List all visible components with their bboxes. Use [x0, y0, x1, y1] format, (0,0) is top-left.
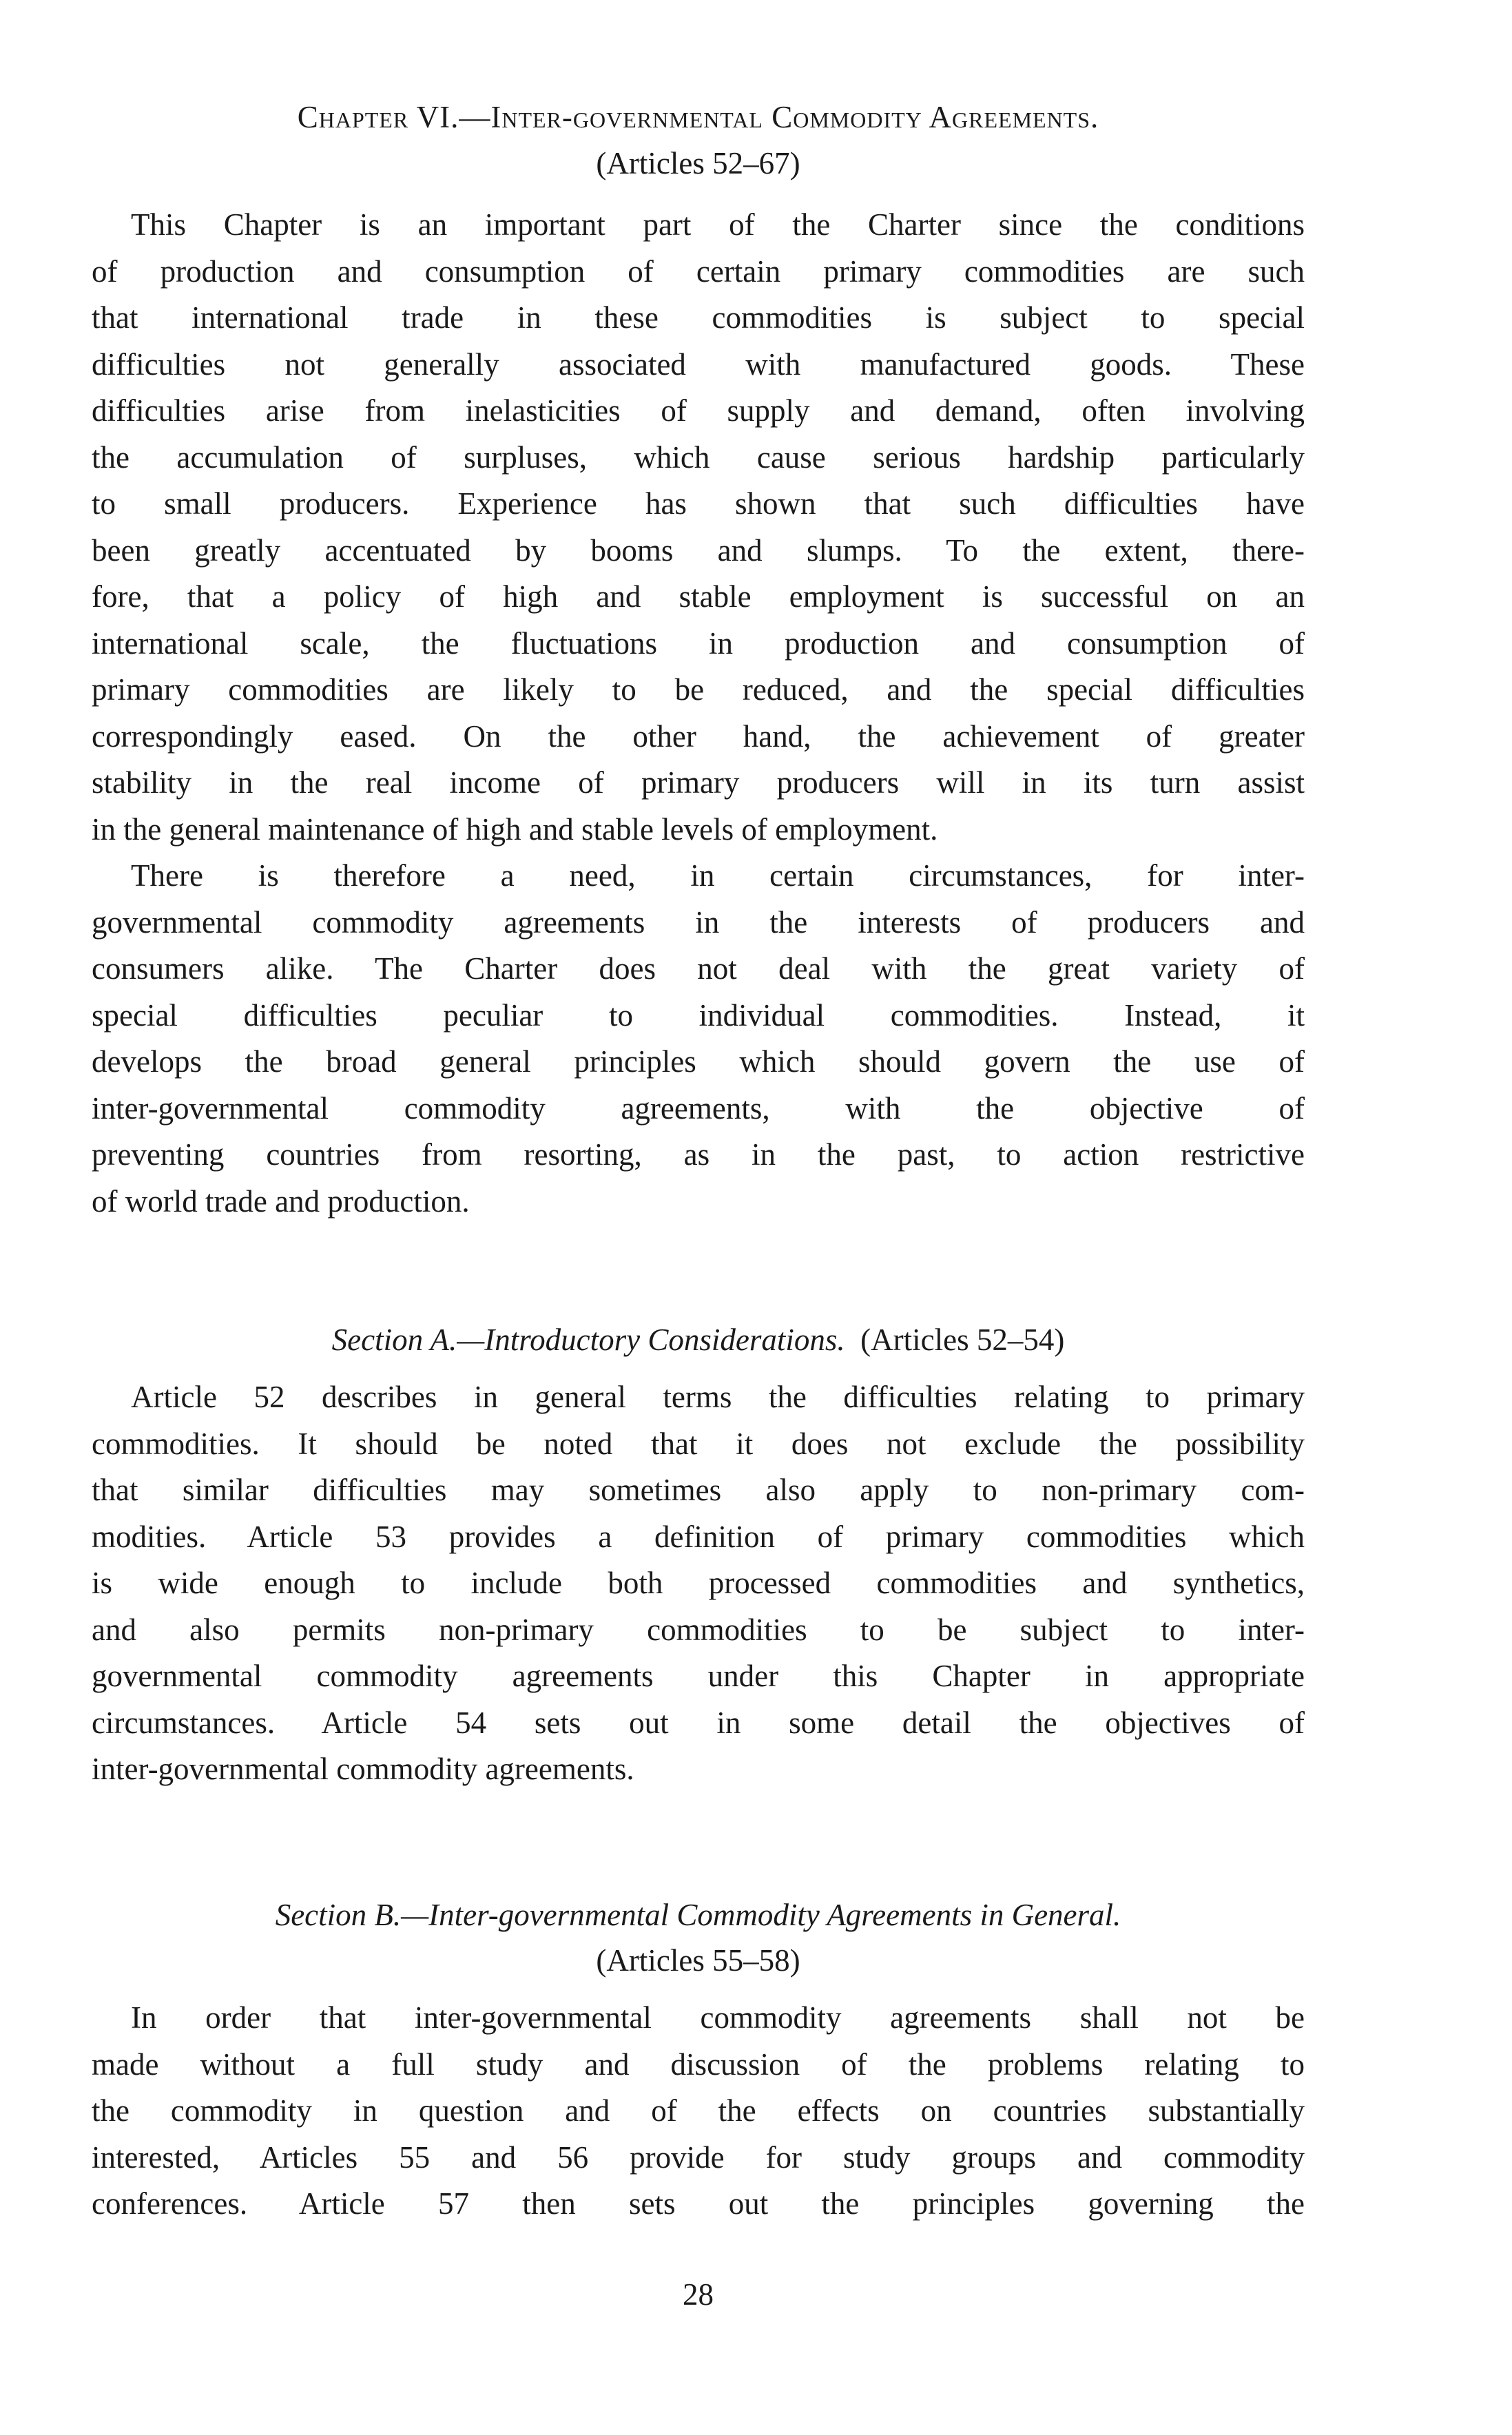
text-line: been greatly accentuated by booms and slumps. To the extent, there-	[92, 532, 1305, 568]
section-b-articles: (Articles 55–58)	[596, 1943, 800, 1978]
text-line: circumstances. Article 54 sets out in some detail the objectives of	[92, 1705, 1305, 1740]
text-line: of production and consumption of certain primary commodities are such	[92, 253, 1305, 289]
paragraph	[92, 202, 1305, 853]
text-line: modities. Article 53 provides a definition of primary commodities which	[92, 1519, 1305, 1554]
text-line: of world trade and production.	[92, 1183, 470, 1219]
paragraph	[92, 1374, 1305, 1793]
text-line: commodities. It should be noted that it does not exclude the possibility	[92, 1426, 1305, 1461]
text-line: the commodity in question and of the effects on countries substantially	[92, 2093, 1305, 2128]
section-a-label: Section A.—Introductory Considerations.	[331, 1323, 845, 1357]
text-line: preventing countries from resorting, as in the past, to action restrictive	[92, 1137, 1305, 1172]
text-line: In order that inter-governmental commodity agreements shall not be	[131, 2000, 1305, 2035]
section-a-body	[92, 1374, 1305, 1793]
page-number: 28	[683, 2277, 714, 2312]
text-line: that similar difficulties may sometimes also apply to non-primary com-	[92, 1473, 1305, 1507]
text-line: This Chapter is an important part of the Charter since the conditions	[131, 207, 1305, 242]
text-line: difficulties not generally associated with manufactured goods. These	[92, 346, 1305, 382]
text-line: to small producers. Experience has shown that such difficulties have	[92, 486, 1305, 521]
text-line: international scale, the fluctuations in production and consumption of	[92, 625, 1305, 661]
paragraph	[92, 1995, 1305, 2228]
text-line: develops the broad general principles which should govern the use of	[92, 1044, 1305, 1079]
text-line: inter-governmental commodity agreements, with the objective of	[92, 1090, 1305, 1126]
text-line: that international trade in these commodities is subject to special	[92, 300, 1305, 335]
section-b-label: Section B.—Inter-governmental Commodity Agreements in General.	[275, 1898, 1121, 1932]
text-line: Article 52 describes in general terms the difficulties relating to primary	[131, 1380, 1305, 1414]
text-line: inter-governmental commodity agreements.	[92, 1752, 634, 1786]
paragraph	[92, 853, 1305, 1225]
text-line: special difficulties peculiar to individual commodities. Instead, it	[92, 997, 1305, 1033]
text-line: is wide enough to include both processed commodities and synthetics,	[92, 1566, 1305, 1600]
text-line: primary commodities are likely to be reduced, and the special difficulties	[92, 672, 1305, 707]
chapter-articles: (Articles 52–67)	[596, 146, 800, 180]
text-line: stability in the real income of primary producers will in its turn assist	[92, 765, 1305, 800]
text-line: in the general maintenance of high and stable levels of employment.	[92, 811, 938, 847]
section-a-articles: (Articles 52–54)	[860, 1323, 1065, 1357]
text-line: made without a full study and discussion of the problems relating to	[92, 2047, 1305, 2082]
text-line: and also permits non-primary commodities to be subject to inter-	[92, 1612, 1305, 1647]
text-line: correspondingly eased. On the other hand, the achievement of greater	[92, 718, 1305, 754]
text-line: difficulties arise from inelasticities of supply and demand, often involving	[92, 393, 1305, 428]
text-line: conferences. Article 57 then sets out the principles governing the	[92, 2186, 1305, 2221]
text-line: There is therefore a need, in certain circumstances, for inter-	[131, 858, 1305, 893]
text-line: the accumulation of surpluses, which cause serious hardship particularly	[92, 439, 1305, 475]
text-line: fore, that a policy of high and stable employment is successful on an	[92, 579, 1305, 614]
text-line: governmental commodity agreements under this Chapter in appropriate	[92, 1659, 1305, 1693]
section-b-body	[92, 1995, 1305, 2228]
text-line: governmental commodity agreements in the interests of producers and	[92, 904, 1305, 940]
text-line: interested, Articles 55 and 56 provide for study groups and commodity	[92, 2139, 1305, 2175]
section-a-heading	[92, 1317, 1305, 1364]
chapter-body	[92, 202, 1305, 1225]
text-line: consumers alike. The Charter does not deal with the great variety of	[92, 951, 1305, 986]
chapter-title: Chapter VI.—Inter-governmental Commodity Agreements.	[297, 100, 1099, 134]
